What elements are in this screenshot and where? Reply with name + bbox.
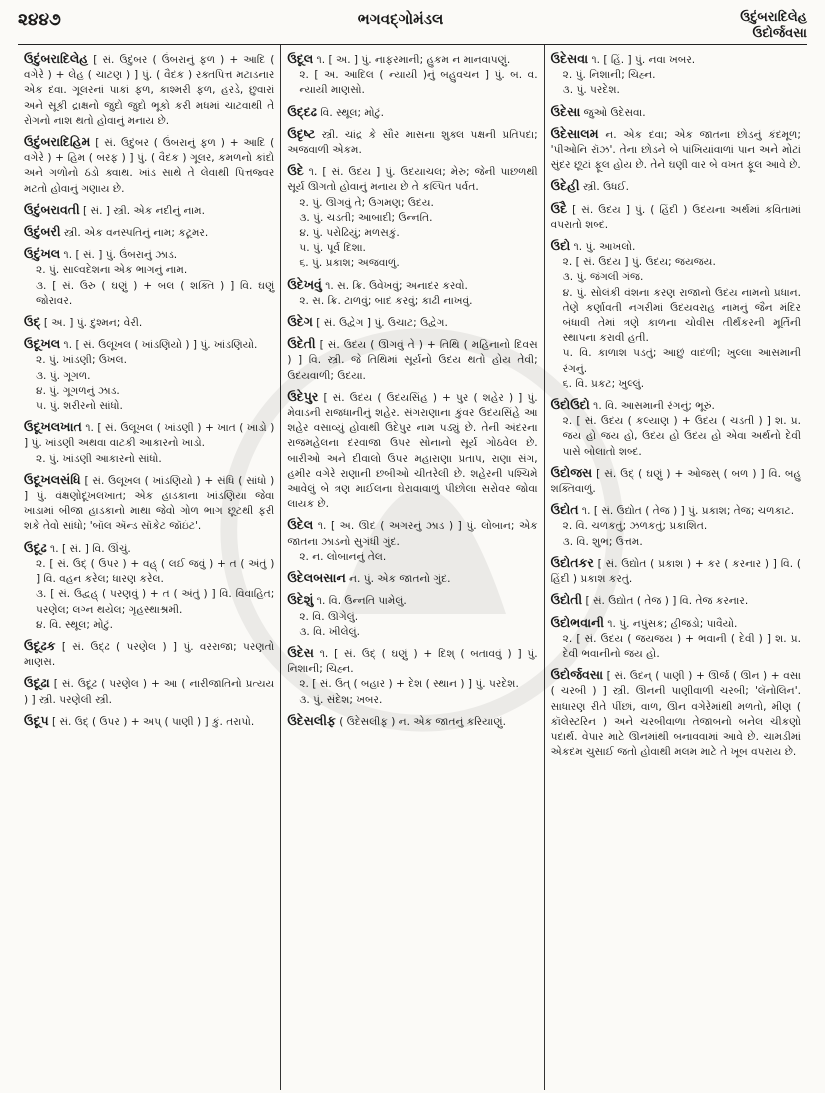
entry-definition: [ સં. ઉદ્ ( ઉપર ) + અપ્ ( પાણી ) ] કું. તરાપો. [51,715,255,728]
entry-definition: [ સં. ઉદય ( ઊગવું તે ) + તિથિ ( મહિનાનો દિવસ ) ] વિ. સ્ત્રી. જે તિથિમાં સૂર્યનો ઉદય થતો હોય તેવી; ઉદયવાળી; ઉદયા. [287,339,538,382]
entry-definition: [ સં. ઉદૂઢ ( પરણેલ ) + આ ( નારીજાતિનો પ્રત્યય ) ] સ્ત્રી. પરણેલી સ્ત્રી. [24,678,275,706]
entry-sense: ૨. [ અ. આદિલ ( ન્યાયી )નું બહુવચન ] પું. બ. વ. ન્યાયી માણસો. [299,69,538,97]
dictionary-entry [287,645,537,708]
dictionary-entry [24,419,274,467]
entry-sense: ૨. વિ. ચળકતું; ઝળકતું; પ્રકાશિત. [562,520,708,533]
entry-definition: [ અ. ] પું. દુશ્મન; વેરી. [43,317,143,330]
entry-headword: ઉદોત [550,502,579,518]
entry-definition: સ્ત્રી. ચાંદ્ર કે સૌર માસના શુક્લ પક્ષની પ્રતિપદા; અજવાળી એકમ. [287,128,538,157]
entry-headword: ઉદુંબરાવતી [24,201,80,217]
entry-sense: ૨. સ. ક્રિ. ટાળવું; બાદ કરવું; કાઢી નાખવું. [299,294,473,307]
dictionary-entry [551,667,801,760]
dictionary-entry [287,592,537,640]
entry-sense: ૫. પું. શરીરનો સાંધો. [36,400,123,413]
entry-definition: [ સં. ઉદ્યોત ( પ્રકાશ ) + કર ( કરનાર ) ] વિ. ( હિંદી ) પ્રકાશ કરતું. [550,557,801,586]
columns [18,45,807,1090]
entry-definition: ૧. [ હિં. ] પું. નવા ખબર. [591,54,696,66]
entry-headword: ઉદૂખલ [24,336,61,352]
entry-headword: ઉદેગ [287,314,313,330]
dictionary-entry [551,178,801,195]
entry-headword: ઉદેખવું [287,276,322,292]
entry-headword: ઉદુંખલ [24,246,61,262]
guide-word-first: ઉદુંબરાદિલેહ [740,10,807,25]
entry-definition: ૧. [ સં. ઉલૂખલ ( ખાંડણિયો ) ] પું. ખાંડણિયો. [63,339,258,352]
entry-sense: ૩. [ સં. ઉરુ ( ઘણું ) + બલ ( શક્તિ ) ] વિ. ઘણું જોરાવર. [36,279,275,307]
dictionary-entry [287,51,537,99]
entry-headword: ઉદોભવાની [550,614,604,630]
entry-sense: ૨. પું. ખાંડણી આકારનો સાંધો. [36,452,162,465]
dictionary-entry [24,675,274,707]
entry-headword: ઉદેહી [550,178,580,194]
entry-headword: ઉદોતકર [550,554,594,570]
entry-definition: [ સં. ઉદન્ ( પાણી ) + ઊર્જ ( ઊન ) + વસા ( ચરબી ) ] સ્ત્રી. ઊનની પાણીવાળી ચરબી; 'લૅનોલિન'. સાધારણ રીતે પીંછાં, વાળ, ઊન વગેરેમાંથી મળતો, મીણ ( કૉલેસ્ટરિન ) અને ચરબીવાળા તેજાબનો બનેલ ચીકણો પદાર્થ. વેપાર માટે ઊનમાંથી બનાવવામાં આવે છે. ચામડીમાં એકદમ ચુસાઈ જતો હોવાથી મલમ માટે તે ખૂબ વપરાય છે. [550,670,801,759]
dictionary-entry [24,472,274,535]
dictionary-entry [551,238,801,392]
entry-sense: ૫. પું. પૂર્વ દિશા. [299,242,366,255]
entry-sense: ૩. પું. જંગલી ગંજ. [562,271,644,284]
entry-headword: ઉદેલબસાન [287,570,346,586]
dictionary-entry [551,201,801,233]
entry-sense: ૨. પું. ઊગવું તે; ઉગમણ; ઉદય. [299,196,434,209]
entry-definition: ૧. [ અ. ] પું. નાફરમાની; હુકમ ન માનવાપણું. [316,54,511,66]
entry-definition: [ સં. ઉદય ] પું. ( હિંદી ) ઉદયના અર્થમાં કવિતામાં વપરાતો શબ્દ. [550,203,801,231]
column-1 [18,45,280,1090]
entry-definition: [ સં. ઉદુંબર ( ઉંબરાનું ફળ ) + આદિ ( વગેરે ) + લેહ ( ચાટણ ) ] પું. ( વૈદક ) રક્તપિત્ત મટાડનાર એક દવા. ગૂલરનાં પાકાં ફળ, કાશ્મરી ફળ, હરડે, છુવારાં અને સૂકી દ્રાક્ષનો જુદો જુદો ભૂકો કરી મધમાં ચાટવાથી તે રોગનો નાશ થતો હોવાનું મનાય છે. [24,54,275,127]
dictionary-entry [287,104,537,121]
guide-words [740,10,807,42]
entry-definition: ૧. [ અ. ઊદ ( અગરનું ઝાડ ) ] પું. લોબાન; એક જાતના ઝાડનો સુગંધી ગુંદ. [287,520,538,548]
entry-headword: ઉદોજસ [550,464,593,480]
entry-headword: ઉદોતી [550,592,583,608]
entry-definition: [ સં. ઉદ્વેગ ] પું. ઉચાટ; ઉદ્વેગ. [316,317,448,330]
entry-definition: ૧. પું. આખલો. [573,241,636,254]
entry-headword: ઉદુંબરી [24,224,61,240]
entry-sense: ૩. પું. સંદેશ; ખબર. [299,693,383,706]
entry-definition: [ સં. ઉદ્ઢ ( પરણેલ ) ] પું. વરરાજા; પરણતો માણસ. [24,640,275,669]
dictionary-entry [287,314,537,331]
entry-definition: ૧. [ સં. ] પું. ઉંબરાનું ઝાડ. [63,249,178,262]
entry-sense: ૩. [ સં. ઉદ્વહ્ ( પરણવું ) + ત ( અંતું ) ] વિ. વિવાહિત; પરણેલ; લગ્ન થયેલ; ગૃહસ્થાશ્રમી. [36,588,275,616]
entry-definition: જુઓ ઉદેસવા. [583,106,646,119]
entry-headword: ઉદેશું [287,592,314,608]
entry-sense: ૩. પું. પરદેશ. [562,84,620,97]
page-number: ૨૪૪૭ [18,10,61,30]
entry-headword: ઉદોર્જવસા [550,667,604,683]
dictionary-entry [551,502,801,550]
entry-definition: ન. પું. એક જાતનો ગુંદ. [349,573,451,586]
entry-definition: ૧. વિ. ઉન્નતિ પામેલું. [316,595,407,608]
dictionary-entry [287,517,537,565]
entry-headword: ઉદૂઢા [24,675,50,691]
entry-headword: ઉદૂઢક [24,637,56,653]
dictionary-entry [551,592,801,609]
entry-definition: [ સં. ઉદ્ ( ઘણું ) + ઓજસ્ ( બળ ) ] વિ. બહુ શક્તિવાળું. [550,467,801,496]
entry-sense: ૨. [ સં. ઉદય ( જયજય ) + ભવાની ( દેવી ) ] શ. પ્ર. દેવી ભવાનીનો જય હો. [562,632,801,660]
entry-definition: સ્ત્રી. એક વનસ્પતિનું નામ; કટૂમર. [63,227,209,240]
entry-sense: ૨. [ સં. ઉત્ ( બહાર ) + દેશ ( સ્થાન ) ] પું. પરદેશ. [299,678,519,691]
entry-headword: ઉદૂઢ [24,539,47,555]
entry-sense: ૩. પું. ચડતી; આબાદી; ઉન્નતિ. [299,211,433,224]
entry-definition: ન. એક દવા; એક જાતના છોડનું કંદમૂળ; 'પીઓનિ રૉઝ'. તેના છોડને બે પાંખિયાંવાળાં પાન અને મોટાં સુંદર છૂટાં ફૂલ હોય છે. તેને ઘણી વાર બે વખત ફૂલ આવે છે. [550,128,801,172]
entry-definition: સ્ત્રી. ઉધઈ. [582,181,630,194]
entry-sense: ૬. વિ. પ્રકટ; ખુલ્લું. [562,377,645,390]
dictionary-entry [24,224,274,241]
entry-headword: ઉદૂખલખાત [24,419,82,435]
entry-headword: ઉદૂપ [24,712,49,728]
dictionary-entry [287,336,537,384]
entry-sense: ૨. વિ. ઊગેલું. [299,610,359,623]
dictionary-entry [24,246,274,309]
entry-headword: ઉદૂખલસંધિ [24,471,81,487]
entry-sense: ૪. પું. પરોઢિયું; મળસકું. [299,227,400,240]
dictionary-entry [24,336,274,414]
entry-sense: ૨. [ સં. ઉદય ( કલ્યાણ ) + ઉદય ( ચડતી ) ] શ. પ્ર. જય હો જય હો, ઉદય હો ઉદય હો એવા અર્થનો દેવી પાસે બોલાતો શબ્દ. [562,415,801,458]
entry-headword: ઉદેસવા [550,51,589,66]
entry-headword: ઉદુંબરાદિહિમ [24,134,91,150]
entry-headword: ઉદુંબરાદિલેહ [24,51,89,66]
entry-sense: ૨. ન. લોબાનનું તેલ. [299,550,387,563]
dictionary-entry [551,615,801,663]
entry-headword: ઉદેસાલમ [550,125,599,141]
dictionary-entry [551,126,801,174]
entry-headword: ઉદૂલ [287,51,314,66]
entry-headword: ઉદોઉદો [550,397,590,413]
entry-headword: ઉદૃષ્ટ [287,125,316,141]
dictionary-entry [551,397,801,460]
entry-definition: વિ. સ્થૂલ; મોટું. [320,106,385,119]
entry-headword: ઉદેસલીફ [287,712,336,728]
entry-definition: [ સં. ] સ્ત્રી. એક નદીનું નામ. [83,204,206,217]
column-2 [280,45,543,1090]
entry-sense: ૩. વિ. ખીલેલું. [299,625,360,638]
entry-headword: ઉદેતી [287,336,316,352]
entry-sense: ૪. પું. ગૂગળનું ઝાડ. [36,384,120,397]
dictionary-entry [287,163,537,271]
dictionary-entry [24,540,274,633]
entry-definition: ૧. પું. નપુંસક; હીજડો; પાવૈયો. [607,617,738,630]
dictionary-entry [551,555,801,587]
entry-headword: ઉદ્દઢ [287,103,317,119]
entry-definition: [ સં. ઉદ્યોત ( તેજ ) ] વિ. તેજ કરનાર. [585,595,749,608]
dictionary-entry [287,570,537,587]
entry-headword: ઉદેલ [287,517,314,533]
entry-definition: ૧. [ સં. ઉદ્ ( ઘણું ) + દિશ્ ( બતાવવું ) ] પું. નિશાની; ચિહ્ન. [287,647,538,676]
entry-sense: ૬. પું. પ્રકાશ; અજવાળું. [299,257,400,270]
guide-word-last: ઉદોર્જવસા [752,26,807,41]
entry-definition: ૧. [ સં. ઉદય ] પું. ઉદયાચલ; મેરુ; જેની પાછળથી સૂર્ય ઊગતો હોવાનું મનાય છે તે કલ્પિત પર્વત. [287,166,538,194]
dictionary-entry [24,638,274,670]
entry-sense: ૨. પું. ખાંડણી; ઉખલ. [36,354,127,367]
entry-definition: ૧. સ. ક્રિ. ઉવેખવું; અનાદર કરવો. [325,279,468,292]
entry-sense: ૨. પું. નિશાની; ચિહ્ન. [562,69,656,82]
dictionary-entry [551,465,801,497]
entry-definition: ૧. વિ. આસમાની રંગનું; ભૂરું. [593,400,715,413]
column-3 [544,45,807,1090]
dictionary-entry [24,51,274,129]
entry-sense: ૨. [ સં. ઉદ્ ( ઉપર ) + વહ્ ( લઈ જવું ) + ત ( અંતું ) ] વિ. વહન કરેલ; ધારણ કરેલ. [36,557,275,586]
book-title: ભગવદ્ગોમંડલ [357,10,444,28]
dictionary-entry [551,51,801,99]
dictionary-entry [24,202,274,219]
entry-headword: ઉદે [287,163,304,179]
entry-headword: ઉદ્ [24,314,41,330]
entry-definition: [ સં. ઉદય ( ઉદયસિંહ ) + પુર ( શહેર ) ] પું. મેવાડની રાજધાનીનું શહેર. સંગરાણાના કુંવર ઉદયસિંહે આ શહેર વસાવ્યું હોવાથી ઉદેપુર નામ પડ્યું છે. તેની અંદરના રાજમહેલના દરવાજા ઉપર સોનાનો સૂર્ય ગોઠવેલ છે. બારીઓ અને દીવાલો ઉપર મહારાણા પ્રતાપ, રાણા સંગ, હમીર વગેરે રાણાની છબીઓ ચીતરેલી છે. શહેરની પશ્ચિમે આવેલું બે ત્રણ માઈલના ઘેરાવાવાળું પીછોલા સરોવર જોવા લાયક છે. [287,391,538,511]
dictionary-entry [24,314,274,331]
entry-headword: ઉદેસા [550,103,581,119]
entry-sense: ૨. [ સં. ઉદય ] પું. ઉદય; જયજય. [562,256,716,269]
entry-headword: ઉદૈ [550,200,568,216]
dictionary-entry [551,104,801,121]
entry-sense: ૩. વિ. શુભ; ઉત્તમ. [562,535,643,548]
entry-headword: ઉદેસ [287,644,314,660]
entry-sense: ૩. પું. ગૂગળ. [36,369,91,382]
dictionary-entry [287,126,537,158]
entry-headword: ઉદેપુર [287,388,319,404]
dictionary-entry [287,277,537,309]
entry-sense: ૨. પું. સાલ્વદેશના એક ભાગનું નામ. [36,264,188,277]
page-header [18,10,807,45]
dictionary-entry [24,713,274,730]
dictionary-entry [287,713,537,730]
entry-definition: [ સં. ઉલૂખલ ( ખાંડણિયો ) + સંધિ ( સાંધો ) ] પું. વંક્ષણોદૂખલખાત; એક હાડકાના ખાંડણિયા જેવા ખાડામાં બીજા હાડકાનો માથા જેવો ગોળ ભાગ છૂટથી ફરી શકે તેવો સાંધો; 'બૉલ ઍન્ડ સૉકેટ જૉઇંટ'. [24,474,275,533]
entry-headword: ઉદો [550,238,571,254]
entry-definition: ૧. [ સં. ઉદ્યોત ( તેજ ) ] પું. પ્રકાશ; તેજ; ચળકાટ. [581,505,795,518]
entry-sense: ૫. વિ. કાળાશ પડતું; આછું વાદળી; ખુલ્લા આસમાની રંગનું. [562,347,801,375]
entry-sense: ૪. વિ. સ્થૂલ; મોટું. [36,618,114,631]
dictionary-entry [287,389,537,513]
dictionary-entry [24,134,274,197]
entry-definition: ૧. [ સં. ] વિ. ઊંચું. [50,542,131,555]
entry-definition: ( ઉદેસલીફ ) ન. એક જાતનું કરિયાણું. [339,715,506,728]
entry-definition: [ સં. ઉદુંબર ( ઉંબરાનું ફળ ) + આદિ ( વગેરે ) + હિમ ( બરફ ) ] પું. ( વૈદક ) ગૂલર, કમળનો કાંદો અને ગળોનો ઠંડો ક્વાથ. ખાંડ સાથે તે લેવાથી પિત્તજ્વર મટતો હોવાનું ગણાય છે. [24,137,275,195]
entry-sense: ૪. પું. સોલંકી વંશના કરણ રાજાનો ઉદય નામનો પ્રધાન. તેણે કર્ણાવતી નગરીમાં ઉદયવરાહ નામનું જૈન મંદિર બંધાવી તેમાં ત્રણે કાળના ચોવીસ તીર્થંકરની મૂર્તિની સ્થાપના કરાવી હતી. [562,286,801,345]
entry-definition: ૧. [ સં. ઉલૂખલ ( ખાંડણી ) + ખાત ( ખાડો ) ] પું. ખાંડણી અથવા વાટકી આકારનો ખાડો. [24,422,275,450]
